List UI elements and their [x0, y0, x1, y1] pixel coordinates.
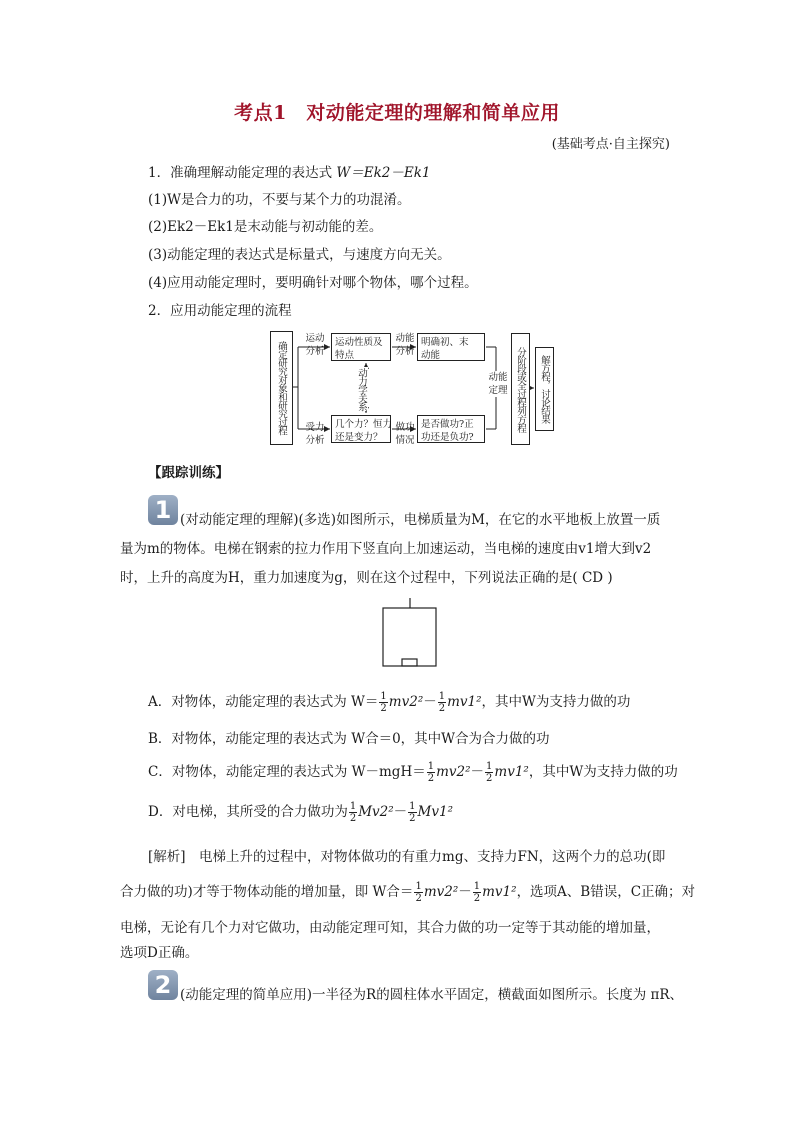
- fraction: $\frac{1}{2}$: [380, 691, 387, 714]
- question-text: 时，上升的高度为H，重力加速度为g，则在这个过程中，下列说法正确的是( CD ): [120, 570, 613, 586]
- flow-label-work: 做功 情况: [395, 422, 415, 446]
- question-text: (动能定理的简单应用)一半径为R的圆柱体水平固定，横截面如图所示。长度为 πR、: [180, 987, 684, 1003]
- analysis-text: 电梯，无论有几个力对它做功，由动能定理可知，其合力做的功一定等于其动能的增加量，: [120, 920, 660, 936]
- analysis-text: [解析] 电梯上升的过程中，对物体做功的有重力mg、支持力FN，这两个力的总功(即: [148, 849, 666, 865]
- fraction: $\frac{1}{2}$: [473, 881, 481, 904]
- page-subtitle: (基础考点·自主探究): [551, 137, 670, 152]
- fraction: $\frac{1}{2}$: [438, 691, 446, 714]
- fraction: $\frac{1}{2}$: [427, 761, 435, 784]
- fraction: $\frac{1}{2}$: [349, 801, 357, 824]
- flow-box-work: 是否做功?正 功还是负功?: [417, 415, 485, 443]
- formula: W＝Ek2－Ek1: [336, 165, 431, 181]
- analysis-text: 合力做的功)才等于物体动能的增加量，即 W合＝ $\frac{1}{2}$ mv2²－ $\frac{1}{2}$ mv1²，选项A、B错误，C正确；对: [120, 881, 696, 904]
- flow-box-solve: 解方程，讨论结果: [535, 347, 554, 431]
- flow-label-ke: 动能 分析: [395, 333, 415, 357]
- flow-box-ke: 明确初、末 动能: [417, 333, 485, 361]
- page-title: 考点1 对动能定理的理解和简单应用: [234, 102, 560, 124]
- text-line: 2．应用动能定理的流程: [148, 303, 292, 319]
- option-d: D．对电梯，其所受的合力做功为 $\frac{1}{2}$ Mv2²－ $\frac{1}{2}$ Mv1²: [148, 801, 453, 824]
- option-b: B．对物体，动能定理的表达式为 W合＝0，其中W合为合力做的功: [148, 731, 550, 747]
- flowchart: [270, 327, 560, 447]
- text-line: (2)Ek2－Ek1是末动能与初动能的差。: [148, 219, 383, 235]
- text-line: (3)动能定理的表达式是标量式，与速度方向无关。: [148, 247, 451, 263]
- flow-label-dynamics: 动力学关系: [356, 367, 367, 411]
- elevator-figure: [380, 597, 440, 672]
- option-c: C．对物体，动能定理的表达式为 W－mgH＝ $\frac{1}{2}$ mv2²－ $\frac{1}{2}$ mv1²，其中W为支持力做的功: [148, 761, 678, 784]
- question-number-badge: 2: [148, 970, 178, 1000]
- fraction: $\frac{1}{2}$: [415, 881, 422, 904]
- option-a: A．对物体，动能定理的表达式为 W＝ $\frac{1}{2}$ mv2²－ $\frac{1}{2}$ mv1²，其中W为支持力做的功: [148, 691, 631, 714]
- question-number-badge: 1: [148, 495, 178, 525]
- flow-box-motion: 运动性质及 特点: [331, 333, 391, 361]
- fraction: $\frac{1}{2}$: [486, 761, 493, 784]
- text-line: (4)应用动能定理时，要明确针对哪个物体，哪个过程。: [148, 275, 478, 291]
- question-text: 量为m的物体。电梯在钢索的拉力作用下竖直向上加速运动，当电梯的速度由v1增大到v2: [120, 541, 652, 557]
- section-header: 【跟踪训练】: [148, 465, 229, 481]
- flow-label-motion: 运动 分析: [305, 333, 325, 357]
- flow-box-object: 确定研究对象和研究过程: [270, 331, 293, 445]
- text-line: 1．准确理解动能定理的表达式 W＝Ek2－Ek1: [148, 165, 431, 181]
- flow-label-force: 受力 分析: [305, 422, 325, 446]
- flow-box-force: 几个力？恒力 还是变力？: [331, 415, 391, 443]
- flow-label-theorem: 动能 定理: [483, 371, 513, 397]
- question-text: (对动能定理的理解)(多选)如图所示，电梯质量为M，在它的水平地板上放置一质: [180, 512, 661, 528]
- fraction: $\frac{1}{2}$: [409, 801, 416, 824]
- flow-box-equation: 分阶段或全过程列方程: [511, 333, 530, 445]
- analysis-text: 选项D正确。: [120, 945, 199, 961]
- text-line: (1)W是合力的功，不要与某个力的功混淆。: [148, 192, 411, 208]
